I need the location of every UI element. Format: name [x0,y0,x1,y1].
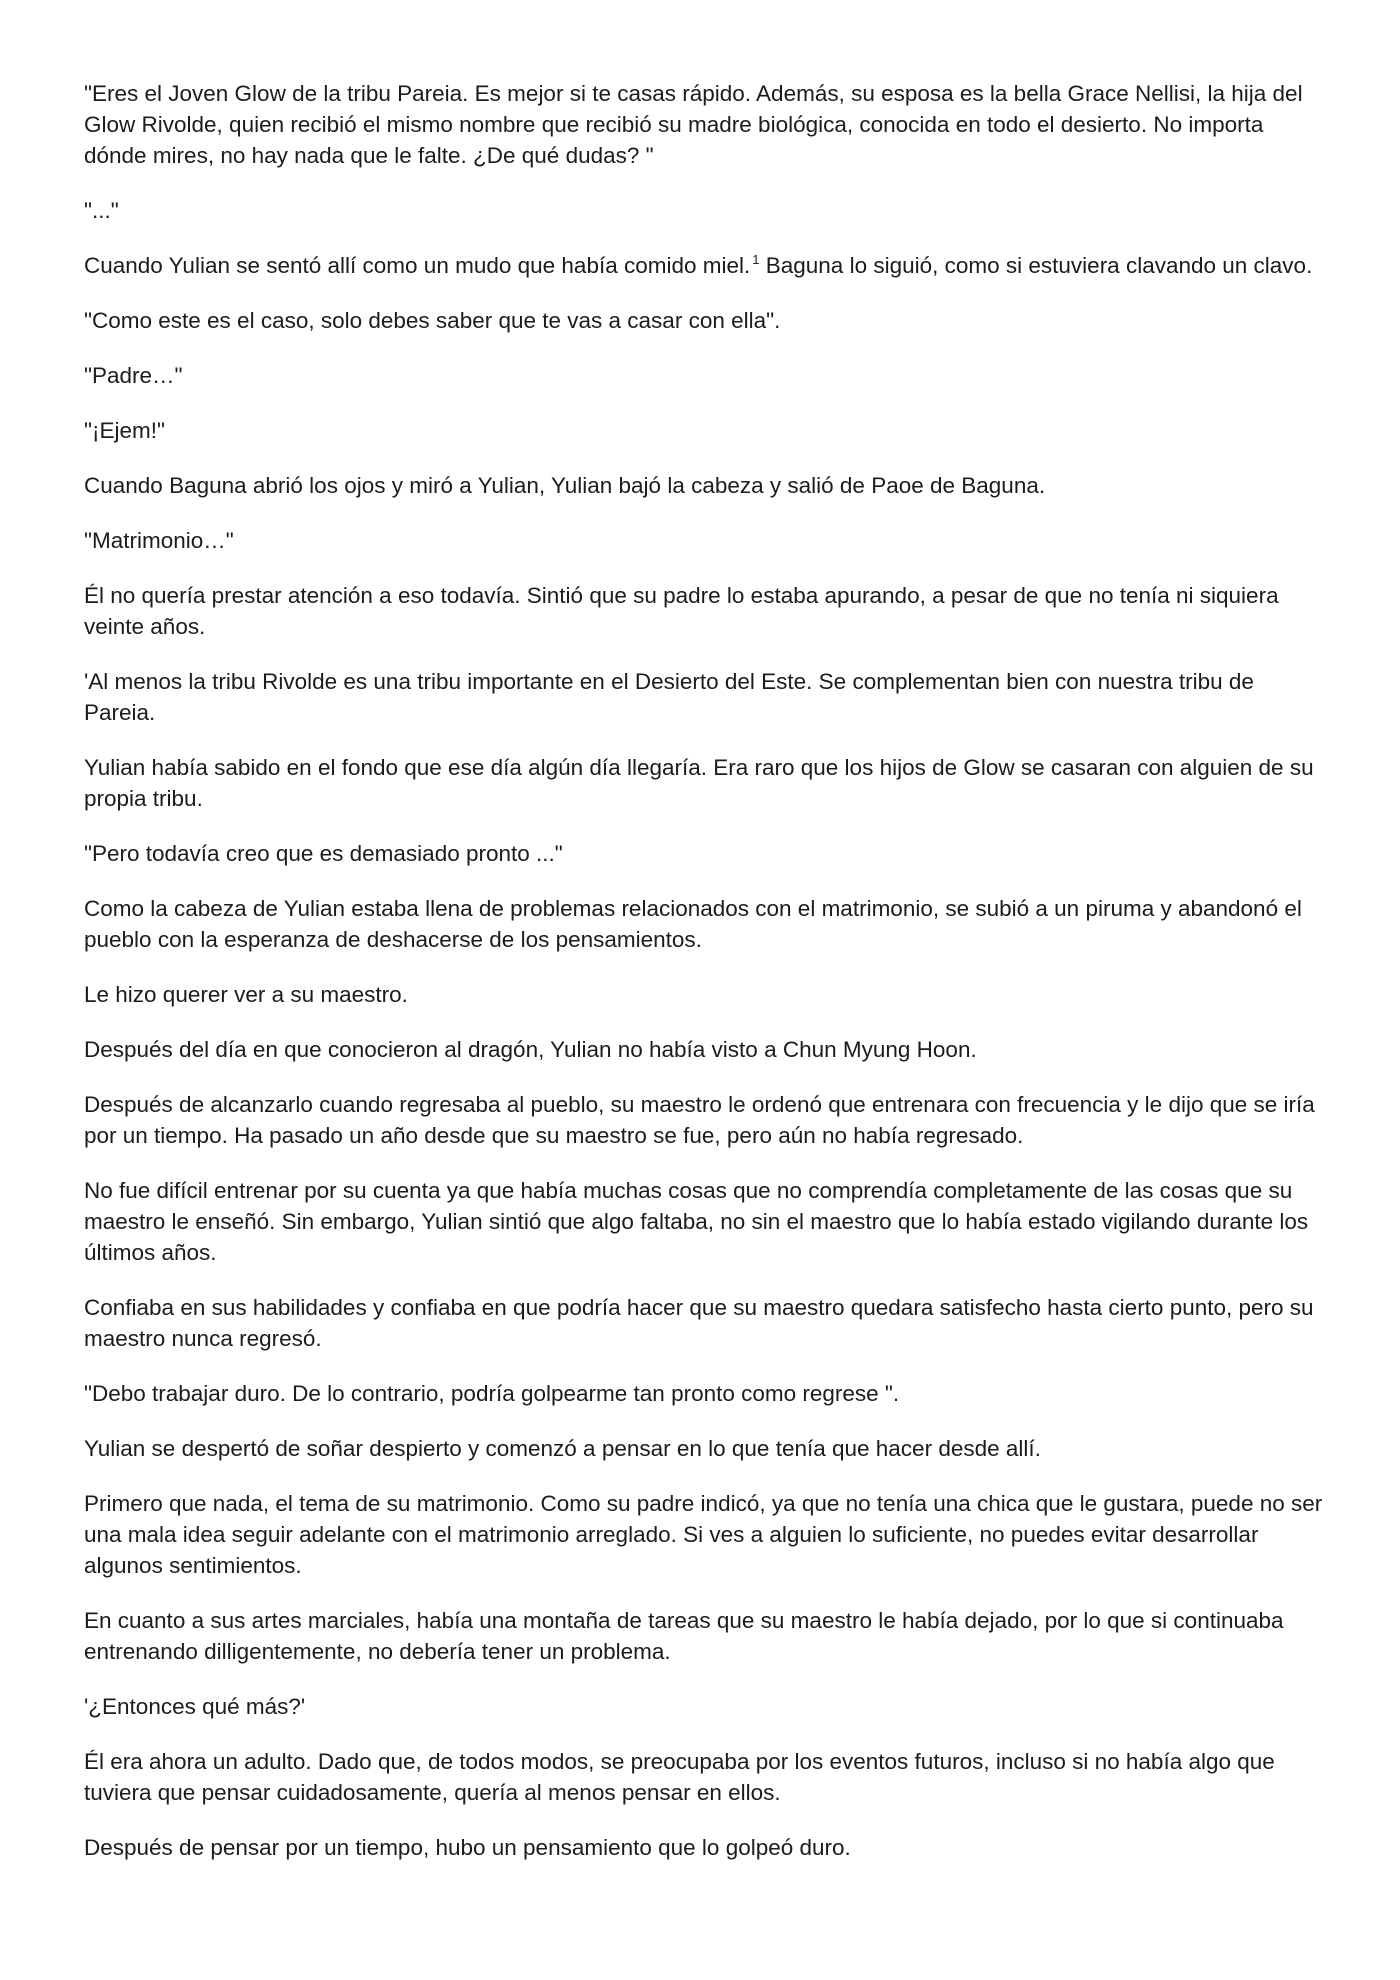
paragraph: Él no quería prestar atención a eso todavía. Sintió que su padre lo estaba apurando, a pesar de que no tenía ni siquiera veinte años. [84,583,1279,639]
paragraph: En cuanto a sus artes marciales, había una montaña de tareas que su maestro le había dejado, por lo que si continuaba entrenando dilligentemente, no debería tener un problema. [84,1608,1284,1664]
paragraph: Confiaba en sus habilidades y confiaba en que podría hacer que su maestro quedara satisfecho hasta cierto punto, pero su maestro nunca regresó. [84,1295,1314,1351]
paragraph-text: Cuando Yulian se sentó allí como un mudo que había comido miel. [84,253,751,278]
paragraph: '¿Entonces qué más?' [84,1694,306,1719]
paragraph-with-footnote [84,250,1324,281]
paragraph: Yulian había sabido en el fondo que ese día algún día llegaría. Era raro que los hijos de Glow se casaran con alguien de su propia tribu. [84,755,1314,811]
paragraph: Cuando Baguna abrió los ojos y miró a Yulian, Yulian bajó la cabeza y salió de Paoe de Baguna. [84,473,1046,498]
paragraph: "Padre…" [84,363,183,388]
paragraph: "¡Ejem!" [84,418,165,443]
document-page [84,78,1324,1887]
paragraph: Después de alcanzarlo cuando regresaba al pueblo, su maestro le ordenó que entrenara con frecuencia y le dijo que se iría por un tiempo. Ha pasado un año desde que su maestro se fue, pero aún no había regresado. [84,1092,1315,1148]
footnote-marker[interactable]: 1 [752,251,760,267]
paragraph: "Matrimonio…" [84,528,234,553]
paragraph: Primero que nada, el tema de su matrimonio. Como su padre indicó, ya que no tenía una chica que le gustara, puede no ser una mala idea seguir adelante con el matrimonio arreglado. Si ves a alguien lo suficiente, no puedes evitar desarrollar algunos sentimientos. [84,1491,1323,1578]
paragraph: No fue difícil entrenar por su cuenta ya que había muchas cosas que no comprendía completamente de las cosas que su maestro le enseñó. Sin embargo, Yulian sintió que algo faltaba, no sin el maestro que lo había estado vigilando durante los últimos años. [84,1178,1309,1265]
paragraph: "Debo trabajar duro. De lo contrario, podría golpearme tan pronto como regrese ". [84,1381,900,1406]
paragraph: "..." [84,198,119,223]
paragraph: Después de pensar por un tiempo, hubo un pensamiento que lo golpeó duro. [84,1835,851,1860]
paragraph: 'Al menos la tribu Rivolde es una tribu importante en el Desierto del Este. Se complementan bien con nuestra tribu de Pareia. [84,669,1254,725]
paragraph: "Eres el Joven Glow de la tribu Pareia. Es mejor si te casas rápido. Además, su esposa es la bella Grace Nellisi, la hija del Glow Rivolde, quien recibió el mismo nombre que recibió su madre biológica, conocida en todo el desierto. No importa dónde mires, no hay nada que le falte. ¿De qué dudas? " [84,81,1303,168]
paragraph: Yulian se despertó de soñar despierto y comenzó a pensar en lo que tenía que hacer desde allí. [84,1436,1041,1461]
paragraph-text: Baguna lo siguió, como si estuviera clavando un clavo. [759,253,1313,278]
paragraph: "Pero todavía creo que es demasiado pronto ..." [84,841,563,866]
paragraph: Después del día en que conocieron al dragón, Yulian no había visto a Chun Myung Hoon. [84,1037,977,1062]
paragraph: Como la cabeza de Yulian estaba llena de problemas relacionados con el matrimonio, se subió a un piruma y abandonó el pueblo con la esperanza de deshacerse de los pensamientos. [84,896,1302,952]
paragraph: Le hizo querer ver a su maestro. [84,982,408,1007]
paragraph: "Como este es el caso, solo debes saber que te vas a casar con ella". [84,308,781,333]
paragraph: Él era ahora un adulto. Dado que, de todos modos, se preocupaba por los eventos futuros, incluso si no había algo que tuviera que pensar cuidadosamente, quería al menos pensar en ellos. [84,1749,1275,1805]
